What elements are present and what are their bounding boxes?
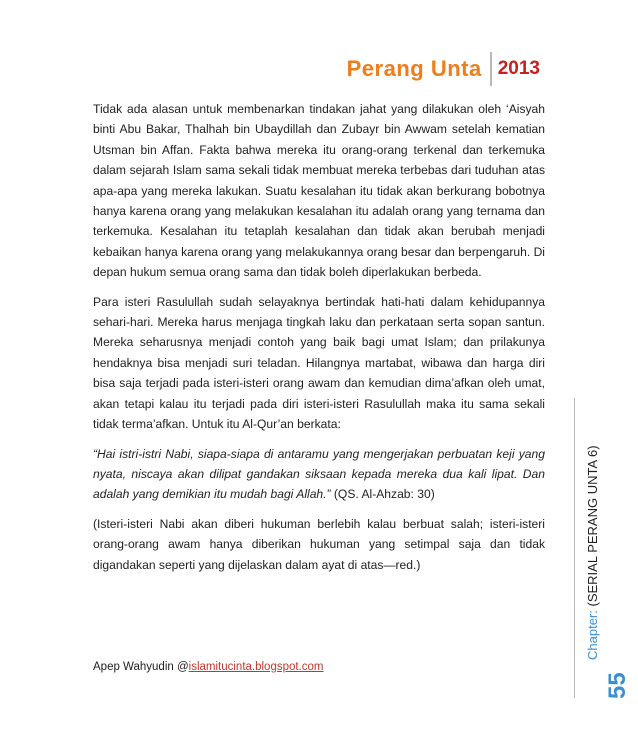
paragraph-4: (Isteri-isteri Nabi akan diberi hukuman berlebih kalau berbuat salah; isteri-isteri orang-orang awam hanya diberikan hukuman yang setimpal saja dan tidak digandakan seperti yang dijelaskan dalam ayat di atas—red.) (93, 516, 545, 572)
header-year: 2013 (497, 58, 540, 79)
quran-reference: (QS. Al-Ahzab: 30) (330, 487, 435, 502)
paragraph-1: Tidak ada alasan untuk membenarkan tindakan jahat yang dilakukan oleh ‘Aisyah binti Abu Bakar, Thalhah bin Ubaydillah dan Zubayr bin Awwam setelah kematian Utsman bin Affan. Fakta bahwa mereka itu orang-orang terkenal dan terkemuka dalam sejarah Islam sama sekali tidak membuat mereka terbebas dari tuduhan atas apa-apa yang mereka lakukan. Suatu kesalahan itu tidak akan berkurang bobotnya hanya karena orang yang melakukan kesalahan itu adalah orang yang ternama dan terkemuka. Kesalahan itu tetaplah kesalahan dan tidak akan berubah menjadi kebaikan hanya karena orang yang melakukannya orang besar dan berpengaruh. Di depan hukum semua orang sama dan tidak boleh diperlakukan berbeda. (93, 102, 545, 280)
footer-blog-link[interactable]: islamitucinta.blogspot.com (188, 661, 324, 673)
quran-quote: “Hai istri-istri Nabi, siapa-siapa di antaramu yang mengerjakan perbuatan keji yang nyata, niscaya akan dilipat gandakan siksaan kepada mereka dua kali lipat. Dan adalah yang demikian itu mudah bagi Allah.” (93, 446, 545, 502)
page-footer (93, 661, 324, 673)
header-title: Perang Unta (346, 56, 482, 81)
chapter-title: (SERIAL PERANG UNTA 6) (585, 445, 600, 611)
chapter-label: Chapter: (585, 610, 600, 660)
paragraph-quote (93, 444, 545, 505)
page-number: 55 (604, 672, 631, 699)
body-text (93, 99, 545, 584)
paragraph-2: Para isteri Rasulullah sudah selayaknya bertindak hati-hati dalam kehidupannya sehari-hari. Mereka harus menjaga tingkah laku dan perkataan serta sopan santun. Mereka seharusnya menjadi contoh yang baik bagi umat Islam; dan prilakunya hendaknya bisa menjadi suri teladan. Hilangnya martabat, wibawa dan harga diri bisa saja terjadi pada isteri-isteri orang awam dan kemudian dima’afkan oleh umat, akan tetapi kalau itu terjadi pada diri isteri-isteri Rasulullah maka itu sama sekali tidak terma’afkan. Untuk itu Al-Qur’an berkata: (93, 294, 545, 432)
page-header (347, 52, 540, 86)
sidebar-chapter (585, 445, 600, 660)
footer-author: Apep Wahyudin @ (93, 661, 189, 673)
sidebar-divider (574, 398, 575, 698)
